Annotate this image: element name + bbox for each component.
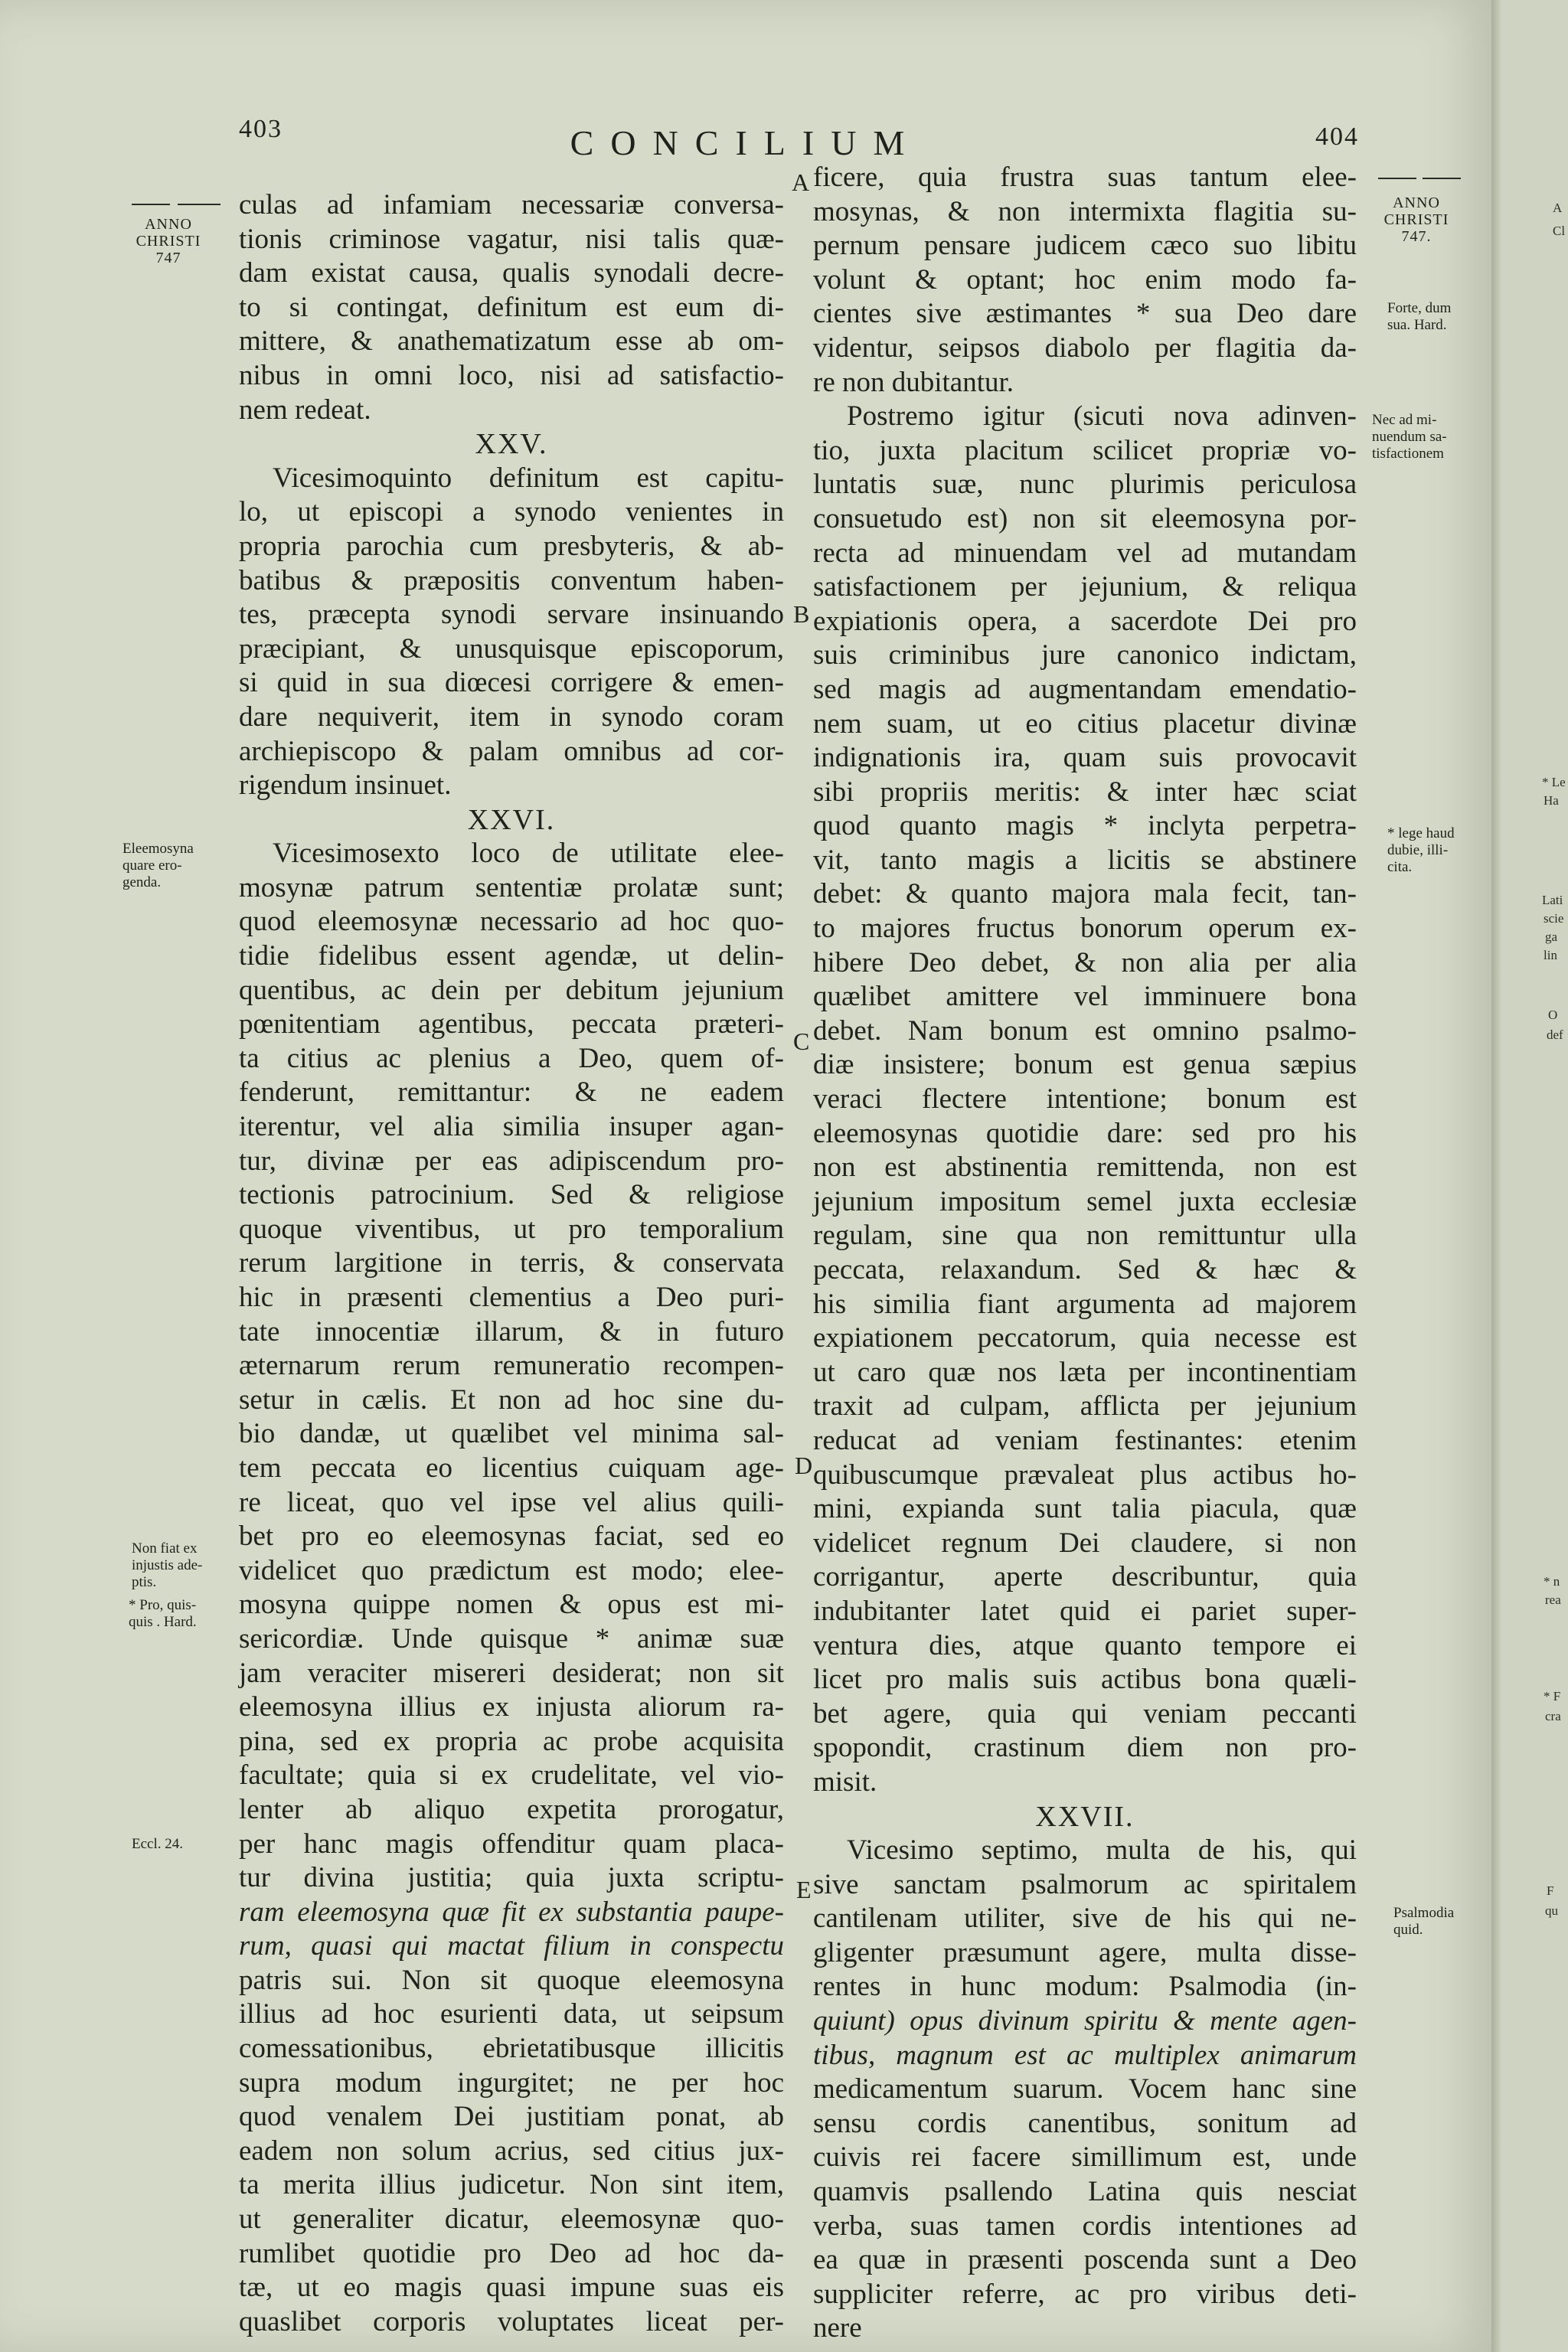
text-line: sensu cordis canentibus, sonitum ad [813, 2107, 1357, 2139]
text-line: to si contingat, definitum est eum di- [239, 291, 784, 323]
text-line: quentibus, ac dein per debitum jejunium [239, 974, 784, 1006]
chapter-heading-xxvi: XXVI. [467, 803, 556, 836]
text-line: videlicet quo prædictum est modo; elee- [239, 1554, 784, 1586]
text-line: nem suam, ut eo citius placetur divinæ [813, 707, 1357, 740]
text-line: sericordiæ. Unde quisque * animæ suæ [239, 1622, 784, 1655]
margin-note-eleemosyna: Eleemosyna quare ero- genda. [122, 841, 194, 890]
text-line: bio dandæ, ut quælibet vel minima sal- [239, 1418, 784, 1450]
text-line: indignationis ira, quam suis provocavit [813, 742, 1357, 774]
margin-note-forte: Forte, dum sua. Hard. [1387, 300, 1452, 333]
text-line: ut generaliter dicatur, eleemosynæ quo- [239, 2203, 784, 2236]
text-line: jam veraciter misereri desiderat; non sit [239, 1657, 784, 1689]
text-line: gligenter præsumunt agere, multa disse- [813, 1936, 1357, 1968]
section-mark-d: D [795, 1452, 813, 1479]
edge-fragment: cra [1545, 1709, 1561, 1723]
edge-fragment: lin [1544, 948, 1557, 962]
text-line: tidie fidelibus essent agendæ, ut delin- [239, 940, 784, 972]
text-line: quod venalem Dei justitiam ponat, ab [239, 2101, 784, 2133]
text-line: tur, divinæ per eas adipiscendum pro- [239, 1145, 784, 1177]
text-line: eadem non solum acrius, sed citius jux- [239, 2135, 784, 2167]
text-line: indubitanter latet quid ei pariet super- [813, 1595, 1357, 1627]
text-line: to majores fructus bonorum operum ex- [813, 913, 1357, 945]
text-line: tio, juxta placitum scilicet propriæ vo- [813, 434, 1357, 466]
edge-fragment: Ha [1544, 793, 1559, 808]
text-line: peccata, relaxandum. Sed & hæc & [813, 1254, 1357, 1285]
text-line: lo, ut episcopi a synodo venientes in [239, 496, 784, 528]
section-mark-c: C [793, 1027, 810, 1055]
text-line: cantilenam utiliter, sive de his qui ne- [813, 1903, 1357, 1935]
text-line: lenter ab aliquo expetita prorogatur, [239, 1793, 784, 1825]
text-line: reducat ad veniam festinantes: etenim [813, 1424, 1357, 1456]
text-line: misit. [813, 1766, 877, 1798]
text-line: dam existat causa, qualis synodali decre- [239, 257, 784, 289]
text-line: mittere, & anathematizatum esse ab om- [239, 325, 784, 358]
text-line: suppliciter referre, ac pro viribus deti- [813, 2278, 1357, 2310]
text-line: quaslibet corporis voluptates liceat per- [239, 2305, 784, 2337]
text-line: cientes sive æstimantes * sua Deo dare [813, 298, 1357, 330]
text-line: regulam, sine qua non remittuntur ulla [813, 1220, 1357, 1252]
anno-christi-left: ANNO CHRISTI 747 [136, 216, 201, 266]
text-line: tæ, ut eo magis quasi impune suas eis [239, 2272, 784, 2304]
text-line: vit, tanto magis a licitis se abstinere [813, 844, 1357, 876]
edge-fragment: rea [1545, 1592, 1561, 1607]
text-line: volunt & optant; hoc enim modo fa- [813, 263, 1357, 296]
text-line: archiepiscopo & palam omnibus ad cor- [239, 735, 784, 767]
edge-fragment: * F [1544, 1689, 1561, 1704]
text-line: iterentur, vel alia similia insuper agan- [239, 1111, 784, 1143]
text-line: debet. Nam bonum est omnino psalmo- [813, 1014, 1357, 1047]
text-line: mini, expianda sunt talia piacula, quæ [813, 1493, 1357, 1525]
text-line: tur divina justitia; quia juxta scriptu- [239, 1862, 784, 1894]
text-line: sibi propriis meritis: & inter hæc sciat [813, 776, 1357, 808]
text-line: sed magis ad augmentandam emendatio- [813, 673, 1357, 705]
text-line: spopondit, crastinum diem non pro- [813, 1732, 1357, 1764]
text-line: batibus & præpositis conventum haben- [239, 564, 784, 596]
text-line: quod eleemosynæ necessario ad hoc quo- [239, 906, 784, 938]
italic-quote-line: quiunt) opus divinum spiritu & mente agen- [813, 2005, 1357, 2037]
text-line: suis criminibus jure canonico indictam, [813, 639, 1357, 671]
text-line: videlicet regnum Dei claudere, si non [813, 1527, 1357, 1559]
text-line: illius ad hoc esurienti data, ut seipsum [239, 1998, 784, 2030]
text-line: diæ insistere; bonum est genua sæpius [813, 1049, 1357, 1081]
edge-fragment: scie [1544, 911, 1564, 926]
text-line: si quid in sua diœcesi corrigere & emen- [239, 667, 784, 699]
text-line: Vicesimosexto loco de utilitate elee- [273, 838, 784, 870]
text-line: consuetudo est) non sit eleemosyna por- [813, 502, 1357, 534]
text-line: re non dubitantur. [813, 366, 1014, 398]
text-line: pœnitentiam agentibus, peccata præteri- [239, 1008, 784, 1040]
text-line: sive sanctam psalmorum ac spiritalem [813, 1868, 1357, 1900]
text-line: rerum largitione in terris, & conservata [239, 1247, 784, 1279]
margin-note-eccl: Eccl. 24. [132, 1836, 184, 1852]
text-line: traxit ad culpam, afflicta per jejunium [813, 1390, 1357, 1423]
text-line: mosynæ patrum sententiæ prolatæ sunt; [239, 871, 784, 903]
right-text-column [813, 161, 1357, 2346]
text-line: tectionis patrocinium. Sed & religiose [239, 1179, 784, 1211]
text-line: Postremo igitur (sicuti nova adinven- [847, 400, 1357, 433]
edge-fragment: * Le [1542, 775, 1566, 789]
margin-note-non-fiat: Non fiat ex injustis ade- ptis. [132, 1540, 203, 1590]
edge-fragment: def [1547, 1027, 1563, 1042]
margin-rule-right-b [1423, 178, 1461, 179]
text-line: æternarum rerum remuneratio recompen- [239, 1350, 784, 1382]
text-line: facultate; quia si ex crudelitate, vel vio- [239, 1759, 784, 1792]
text-line: pina, sed ex propria ac probe acquisita [239, 1725, 784, 1757]
text-line: quod quanto magis * inclyta perpetra- [813, 810, 1357, 842]
text-line: jejunium impositum semel juxta ecclesiæ [813, 1185, 1357, 1217]
text-line: cuivis rei facere simillimum est, unde [813, 2141, 1357, 2174]
text-line: quælibet amittere vel imminuere bona [813, 981, 1357, 1013]
text-line: rigendum insinuet. [239, 769, 452, 802]
margin-rule-left-b [178, 204, 220, 205]
text-line: non est abstinentia remittenda, non est [813, 1152, 1357, 1184]
text-line: comessationibus, ebrietatibusque illicitis [239, 2033, 784, 2065]
next-page-edge [1501, 0, 1568, 2352]
italic-quote-line: ram eleemosyna quæ fit ex substantia paupe- [239, 1896, 784, 1928]
italic-quote-line: tibus, magnum est ac multiplex animarum [813, 2039, 1357, 2071]
text-line: quibuscumque prævaleat plus actibus ho- [813, 1459, 1357, 1491]
text-line: supra modum ingurgitet; ne per hoc [239, 2066, 784, 2099]
text-line: medicamentum suarum. Vocem hanc sine [813, 2073, 1357, 2105]
section-mark-a: A [792, 168, 810, 196]
text-line: nibus in omni loco, nisi ad satisfactio- [239, 359, 784, 391]
text-line: recta ad minuendam vel ad mutandam [813, 537, 1357, 569]
margin-note-psalmodia: Psalmodia quid. [1393, 1905, 1455, 1938]
section-mark-e: E [796, 1876, 812, 1903]
chapter-heading-xxv: XXV. [475, 428, 548, 461]
page-number-left: 403 [239, 115, 283, 143]
text-line: ventura dies, atque quanto tempore ei [813, 1629, 1357, 1661]
anno-christi-right: ANNO CHRISTI 747. [1383, 194, 1449, 245]
left-text-column [239, 188, 784, 2339]
margin-note-nec: Nec ad mi- nuendum sa- tisfactionem [1372, 412, 1447, 462]
text-line: ut caro quæ nos læta per incontinentiam [813, 1356, 1357, 1388]
text-line: corrigantur, aperte describuntur, quia [813, 1561, 1357, 1593]
text-line: hibere Deo debet, & non alia per alia [813, 946, 1357, 978]
book-gutter [1491, 0, 1501, 2352]
text-line: propria parochia cum presbyteris, & ab- [239, 530, 784, 562]
margin-rule-right-a [1378, 178, 1416, 179]
edge-fragment: * n [1544, 1574, 1560, 1589]
text-line: veraci flectere intentione; bonum est [813, 1083, 1357, 1116]
page-number-right: 404 [1315, 122, 1359, 151]
running-title: CONCILIUM [570, 123, 922, 162]
text-line: tionis criminose vagatur, nisi talis quæ- [239, 223, 784, 255]
text-line: setur in cælis. Et non ad hoc sine du- [239, 1383, 784, 1416]
margin-note-lege: * lege haud dubie, illi- cita. [1387, 825, 1455, 875]
text-line: eleemosyna illius ex injusta aliorum ra- [239, 1691, 784, 1723]
edge-fragment: Lati [1542, 893, 1563, 907]
text-line: bet pro eo eleemosynas faciat, sed eo [239, 1521, 784, 1553]
text-line: quamvis psallendo Latina quis nesciat [813, 2176, 1357, 2208]
text-line: per hanc magis offenditur quam placa- [239, 1828, 784, 1860]
text-line: hic in præsenti clementius a Deo puri- [239, 1282, 784, 1313]
text-line: tate innocentiæ illarum, & in futuro [239, 1315, 784, 1348]
text-line: licet pro malis suis actibus bona quæli- [813, 1664, 1357, 1696]
text-line: rentes in hunc modum: Psalmodia (in- [813, 1971, 1357, 2003]
text-line: tes, præcepta synodi servare insinuando [239, 599, 784, 631]
text-line: bet agere, quia qui veniam peccanti [813, 1697, 1357, 1730]
text-line: re liceat, quo vel ipse vel alius quili- [239, 1486, 784, 1518]
text-line: quoque viventibus, ut pro temporalium [239, 1213, 784, 1245]
edge-fragment: F [1547, 1883, 1554, 1898]
text-line: dare nequiverit, item in synodo coram [239, 701, 784, 733]
text-line: satisfactionem per jejunium, & reliqua [813, 571, 1357, 603]
margin-rule-left-a [132, 204, 170, 205]
text-line: mosynas, & non intermixta flagitia su- [813, 195, 1357, 227]
text-line: nere [813, 2312, 862, 2344]
text-line: debet: & quanto majora mala fecit, tan- [813, 878, 1357, 910]
text-line: pernum pensare judicem cæco suo libitu [813, 230, 1357, 262]
edge-fragment: ga [1545, 929, 1558, 944]
text-line: mosyna quippe nomen & opus est mi- [239, 1589, 784, 1621]
text-line: culas ad infamiam necessariæ conversa- [239, 189, 784, 220]
edge-fragment: O [1548, 1008, 1558, 1022]
text-line: luntatis suæ, nunc plurimis periculosa [813, 469, 1357, 501]
text-line: præcipiant, & unusquisque episcoporum, [239, 632, 784, 665]
text-line: nem redeat. [239, 394, 371, 426]
text-line: videntur, seipsos diabolo per flagitia da- [813, 332, 1357, 364]
edge-fragment: qu [1545, 1903, 1558, 1918]
text-line: ea quæ in præsenti poscenda sunt a Deo [813, 2244, 1357, 2276]
section-mark-b: B [793, 600, 810, 628]
text-line: tem peccata eo licentius cuiquam age- [239, 1452, 784, 1484]
chapter-heading-xxvii: XXVII. [1035, 1800, 1135, 1833]
text-line: rumlibet quotidie pro Deo ad hoc da- [239, 2237, 784, 2269]
edge-fragment: A [1553, 201, 1563, 215]
text-line: expiationem peccatorum, quia necesse est [813, 1322, 1357, 1354]
text-line: ta merita illius judicetur. Non sint item, [239, 2169, 784, 2201]
text-line: his similia fiant argumenta ad majorem [813, 1288, 1357, 1320]
text-line: verba, suas tamen cordis intentiones ad [813, 2210, 1357, 2242]
text-line: eleemosynas quotidie dare: sed pro his [813, 1117, 1357, 1149]
text-line: ficere, quia frustra suas tantum elee- [813, 162, 1357, 193]
text-line: Vicesimo septimo, multa de his, qui [847, 1834, 1357, 1867]
text-line: Vicesimoquinto definitum est capitu- [273, 462, 784, 494]
margin-note-pro: * Pro, quis- quis . Hard. [129, 1597, 197, 1630]
text-line: expiationis opera, a sacerdote Dei pro [813, 605, 1357, 637]
text-line: fenderunt, remittantur: & ne eadem [239, 1076, 784, 1109]
text-line: ta citius ac plenius a Deo, quem of- [239, 1042, 784, 1074]
italic-quote-line: rum, quasi qui mactat filium in conspectu [239, 1930, 784, 1962]
edge-fragment: Cl [1553, 224, 1566, 238]
text-line: patris sui. Non sit quoque eleemosyna [239, 1964, 784, 1996]
